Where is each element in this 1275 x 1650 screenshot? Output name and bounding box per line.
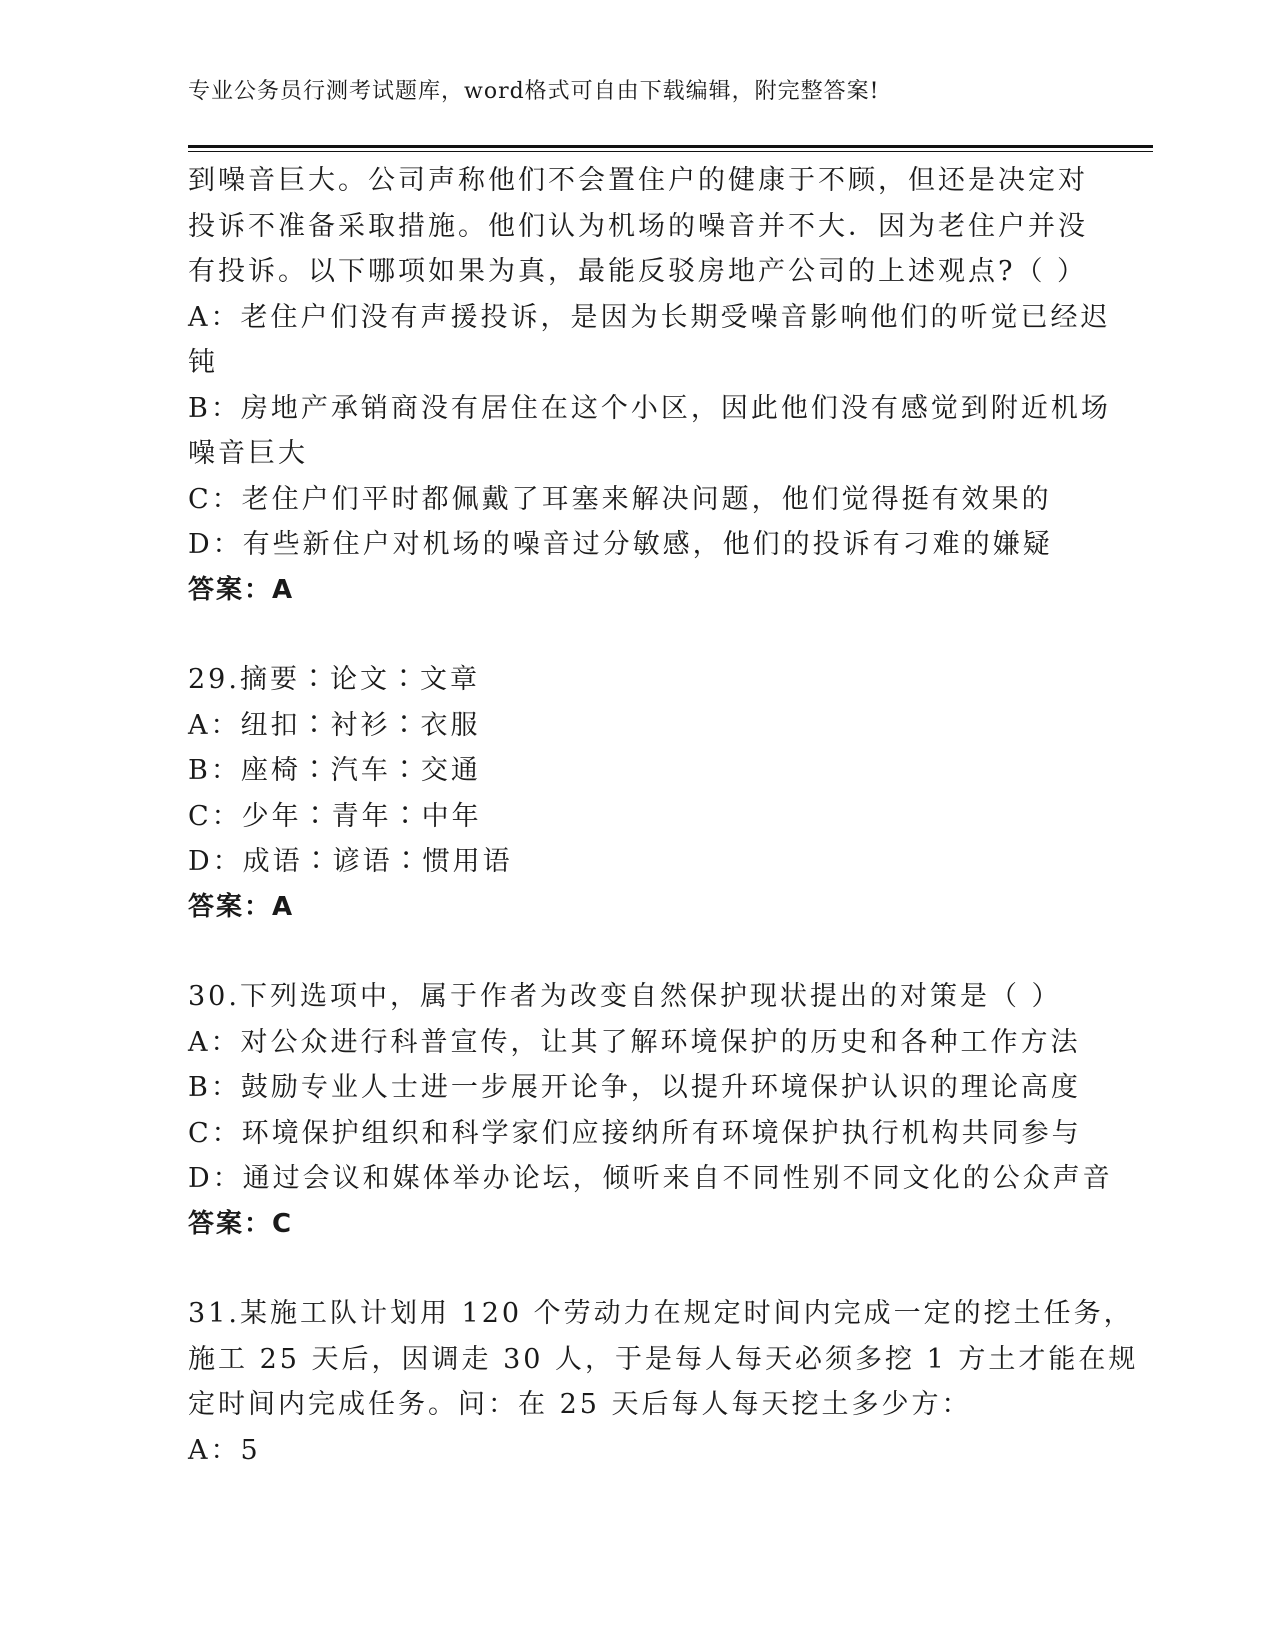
question-stem-line: 施工 25 天后，因调走 30 人，于是每人每天必须多挖 1 方土才能在规 [188, 1343, 1139, 1375]
spacer [188, 613, 1088, 657]
option-c: C：老住户们平时都佩戴了耳塞来解决问题，他们觉得挺有效果的 [188, 483, 1052, 515]
question-stem-line: 定时间内完成任务。问：在 25 天后每人每天挖土多少方： [188, 1389, 972, 1420]
option-a: A：5 [188, 1434, 261, 1466]
question-stem: 30.下列选项中，属于作者为改变自然保护现状提出的对策是（ ） [188, 981, 1062, 1012]
option-a: A：对公众进行科普宣传，让其了解环境保护的历史和各种工作方法 [188, 1026, 1081, 1058]
option-b-continued: 噪音巨大 [188, 438, 308, 469]
option-d: D：有些新住户对机场的噪音过分敏感，他们的投诉有刁难的嫌疑 [188, 529, 1053, 560]
option-a-continued: 钝 [188, 347, 218, 378]
option-d: D：成语∶谚语∶惯用语 [188, 846, 513, 877]
question-31 [188, 1291, 1139, 1473]
question-28 [188, 158, 1111, 613]
option-b: B：座椅∶汽车∶交通 [188, 755, 481, 786]
option-c: C：环境保护组织和科学家们应接纳所有环境保护执行机构共同参与 [188, 1117, 1082, 1149]
question-content [188, 158, 1139, 1473]
question-stem-line: 有投诉。以下哪项如果为真，最能反驳房地产公司的上述观点?（ ） [188, 256, 1088, 287]
answer: 答案：A [188, 891, 295, 922]
spacer [188, 1247, 1088, 1291]
option-b: B：房地产承销商没有居住在这个小区，因此他们没有感觉到附近机场 [188, 392, 1111, 424]
answer: 答案：A [188, 574, 295, 605]
header-rule-thin [188, 151, 1153, 152]
option-b: B：鼓励专业人士进一步展开论争，以提升环境保护认识的理论高度 [188, 1072, 1081, 1103]
question-stem-line: 31.某施工队计划用 120 个劳动力在规定时间内完成一定的挖土任务， [188, 1298, 1134, 1329]
page-header: 专业公务员行测考试题库，word格式可自由下载编辑，附完整答案! [188, 79, 880, 104]
header-rule [188, 145, 1153, 148]
question-stem-line: 到噪音巨大。公司声称他们不会置住户的健康于不顾，但还是决定对 [188, 165, 1088, 196]
question-stem-line: 投诉不准备采取措施。他们认为机场的噪音并不大．因为老住户并没 [188, 210, 1088, 242]
option-a: A：老住户们没有声援投诉，是因为长期受噪音影响他们的听觉已经迟 [188, 301, 1111, 333]
option-c: C：少年∶青年∶中年 [188, 800, 482, 832]
question-29 [188, 657, 1088, 930]
option-a: A：纽扣∶衬衫∶衣服 [188, 709, 481, 741]
question-30 [188, 974, 1113, 1247]
question-stem: 29.摘要∶论文∶文章 [188, 664, 480, 695]
option-d: D：通过会议和媒体举办论坛，倾听来自不同性别不同文化的公众声音 [188, 1163, 1113, 1194]
answer: 答案：C [188, 1208, 294, 1239]
spacer [188, 930, 1088, 974]
